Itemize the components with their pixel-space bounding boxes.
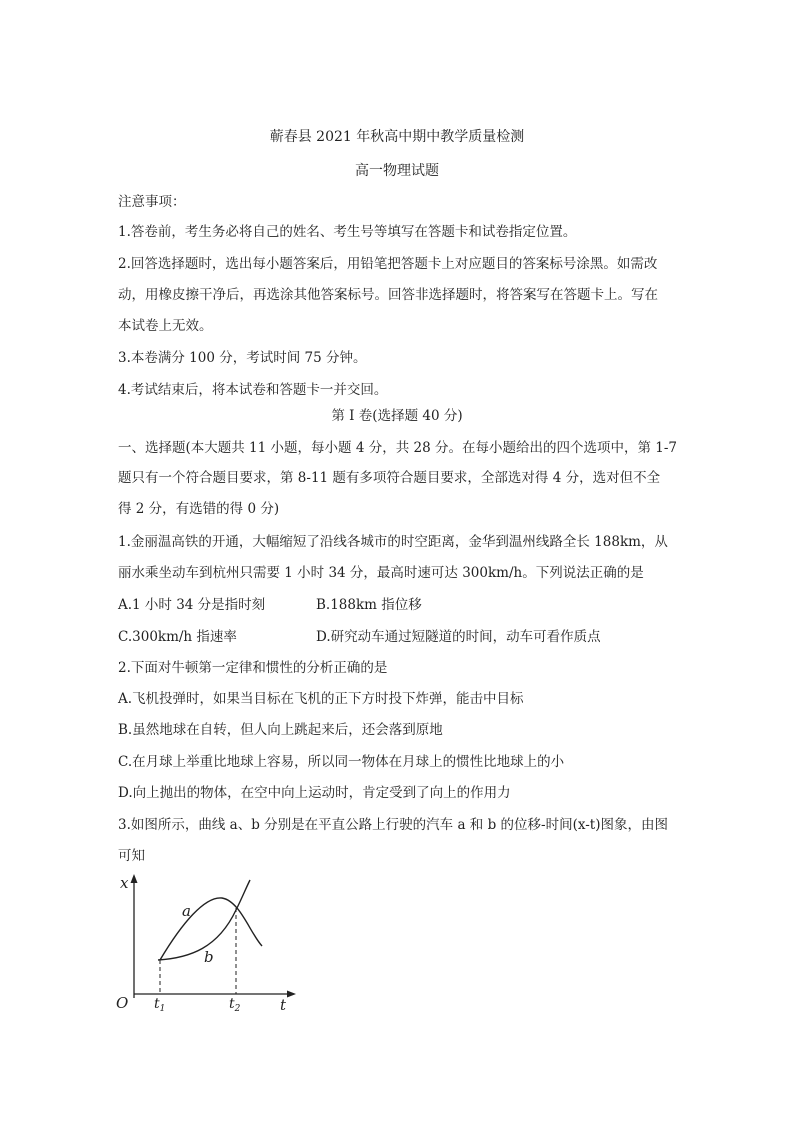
- notice-item: 3.本卷满分 100 分，考试时间 75 分钟。: [118, 350, 367, 366]
- q2-option-a: A.飞机投弹时，如果当目标在飞机的正下方时投下炸弹，能击中目标: [118, 691, 524, 707]
- notice-heading: 注意事项：: [118, 194, 186, 210]
- notice-item: 动，用橡皮擦干净后，再选涂其他答案标号。回答非选择题时，将答案写在答题卡上。写在: [118, 287, 658, 303]
- notice-item: 本试卷上无效。: [118, 318, 213, 334]
- q1-option-c: C.300km/h 指速率: [118, 629, 237, 645]
- notice-item: 4.考试结束后，将本试卷和答题卡一并交回。: [118, 382, 388, 398]
- exam-subtitle: 高一物理试题: [355, 163, 439, 179]
- section-intro: 得 2 分，有选错的得 0 分): [118, 501, 280, 517]
- q2-option-b: B.虽然地球在自转，但人向上跳起来后，还会落到原地: [118, 722, 443, 738]
- origin-label: O: [116, 994, 129, 1012]
- xt-graph-figure: [110, 868, 310, 1013]
- exam-title: 蕲春县 2021 年秋高中期中教学质量检测: [269, 129, 525, 145]
- q2-option-c: C.在月球上举重比地球上容易，所以同一物体在月球上的惯性比地球上的小: [118, 754, 565, 770]
- section-title: 第 I 卷(选择题 40 分): [331, 408, 463, 424]
- curve-b-label: b: [204, 948, 214, 966]
- y-axis-label: x: [120, 874, 129, 892]
- q1-option-b: B.188km 指位移: [316, 597, 422, 613]
- q1-option-a: A.1 小时 34 分是指时刻: [118, 597, 266, 613]
- y-axis-arrow: [131, 874, 138, 883]
- section-intro: 题只有一个符合题目要求，第 8-11 题有多项符合题目要求，全部选对得 4 分，选对但不全: [118, 470, 661, 486]
- q1-option-d: D.研究动车通过短隧道的时间，动车可看作质点: [316, 629, 601, 645]
- q3-stem: 3.如图所示，曲线 a、b 分别是在平直公路上行驶的汽车 a 和 b 的位移-时间(x-t)图象，由图: [118, 817, 668, 833]
- q3-stem: 可知: [118, 848, 145, 864]
- q1-stem: 丽水乘坐动车到杭州只需要 1 小时 34 分，最高时速可达 300km/h。下列说法正确的是: [118, 565, 644, 581]
- q1-stem: 1.金丽温高铁的开通，大幅缩短了沿线各城市的时空距离，金华到温州线路全长 188km，从: [118, 534, 668, 550]
- t2-label: $t_2$: [229, 996, 241, 1013]
- x-axis-arrow: [287, 991, 296, 998]
- q2-option-d: D.向上抛出的物体，在空中向上运动时，肯定受到了向上的作用力: [118, 785, 511, 801]
- curve-a-label: a: [182, 902, 191, 920]
- t1-label: $t_1$: [154, 996, 166, 1013]
- section-intro: 一、选择题(本大题共 11 小题，每小题 4 分，共 28 分。在每小题给出的四个选项中，第 1-7: [118, 440, 677, 456]
- x-axis-label: t: [280, 996, 287, 1013]
- notice-item: 1.答卷前，考生务必将自己的姓名、考生号等填写在答题卡和试卷指定位置。: [118, 224, 577, 240]
- notice-item: 2.回答选择题时，选出每小题答案后，用铅笔把答题卡上对应题目的答案标号涂黑。如需改: [118, 256, 658, 272]
- q2-stem: 2.下面对牛顿第一定律和惯性的分析正确的是: [118, 660, 388, 676]
